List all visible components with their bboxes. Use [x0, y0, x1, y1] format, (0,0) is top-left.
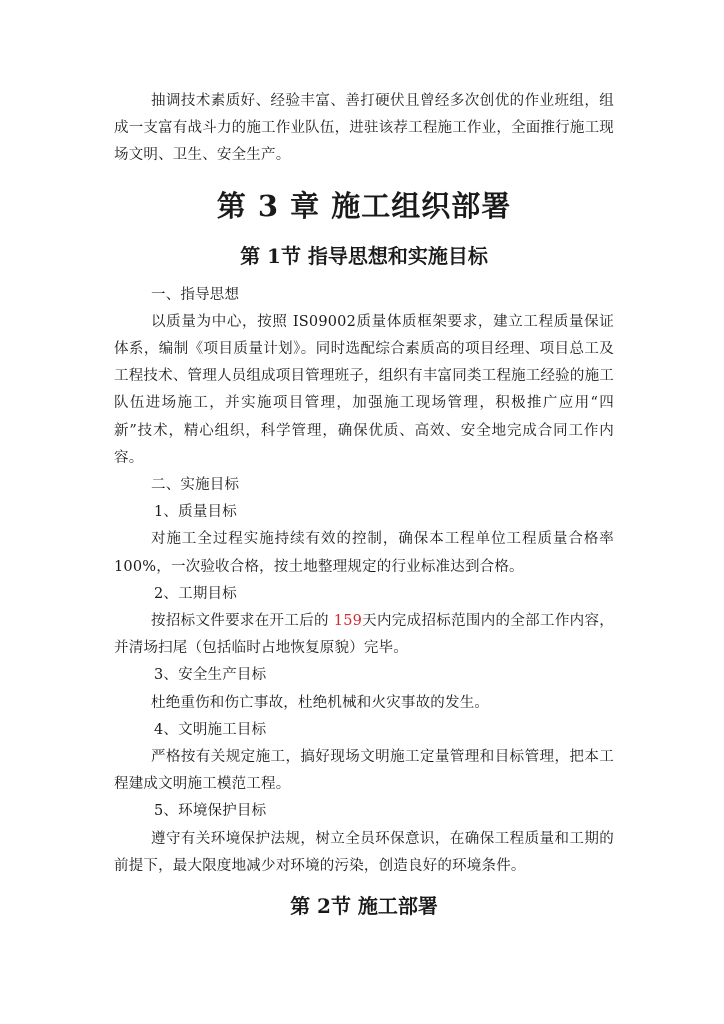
schedule-paragraph — [114, 608, 614, 662]
intro-paragraph: 抽调技术素质好、经验丰富、善打硬伏且曾经多次创优的作业班组，组成一支富有战斗力的施工作业队伍，进驻该荐工程施工作业，全面推行施工现场文明、卫生、安全生产。 — [114, 93, 614, 164]
guiding-paragraph: 以质量为中心，按照 IS09002质量体质框架要求，建立工程质量保证体系，编制《项目质量计划》。同时选配综合素质高的项目经理、项目总工及工程技术、管理人员组成项目管理班子，组织有丰富同类工程施工经验的施工队伍进场施工，并实施项目管理，加强施工现场管理，积极推广应用“四新”技术，精心组织，科学管理，确保优质、高效、安全地完成合同工作内容。 — [114, 313, 614, 466]
schedule-days: 159 — [333, 613, 363, 630]
env-paragraph: 遵守有关环境保护法规，树立全员环保意识，在确保工程质量和工期的前提下，最大限度地减少对环境的污染，创造良好的环境条件。 — [114, 830, 614, 874]
document-page — [114, 88, 614, 922]
schedule-text-before: 按招标文件要求在开工后的 — [151, 613, 334, 630]
chapter-title: 第 3 章 施工组织部署 — [216, 188, 512, 223]
guiding-heading: 一、指导思想 — [151, 286, 240, 303]
quality-paragraph: 对施工全过程实施持续有效的控制，确保本工程单位工程质量合格率100%，一次验收合格，按土地整理规定的行业标准达到合格。 — [114, 531, 614, 575]
quality-heading: 1、质量目标 — [154, 504, 237, 521]
targets-heading: 二、实施目标 — [151, 477, 240, 494]
env-heading: 5、环境保护目标 — [154, 803, 267, 820]
section-2-title: 第 2节 施工部署 — [290, 894, 438, 919]
safety-paragraph: 杜绝重伤和伤亡事故，杜绝机械和火灾事故的发生。 — [151, 694, 490, 711]
civil-heading: 4、文明施工目标 — [154, 721, 267, 738]
schedule-heading: 2、工期目标 — [154, 585, 237, 602]
section-1-title: 第 1节 指导思想和实施目标 — [240, 243, 488, 268]
schedule-text-after: 天内完成招标范围内的全部工作内容，并清场扫尾（包括临时占地恢复原貌）完毕。 — [114, 613, 614, 657]
safety-heading: 3、安全生产目标 — [154, 667, 267, 684]
civil-paragraph: 严格按有关规定施工，搞好现场文明施工定量管理和目标管理，把本工程建成文明施工模范工程。 — [114, 749, 614, 793]
